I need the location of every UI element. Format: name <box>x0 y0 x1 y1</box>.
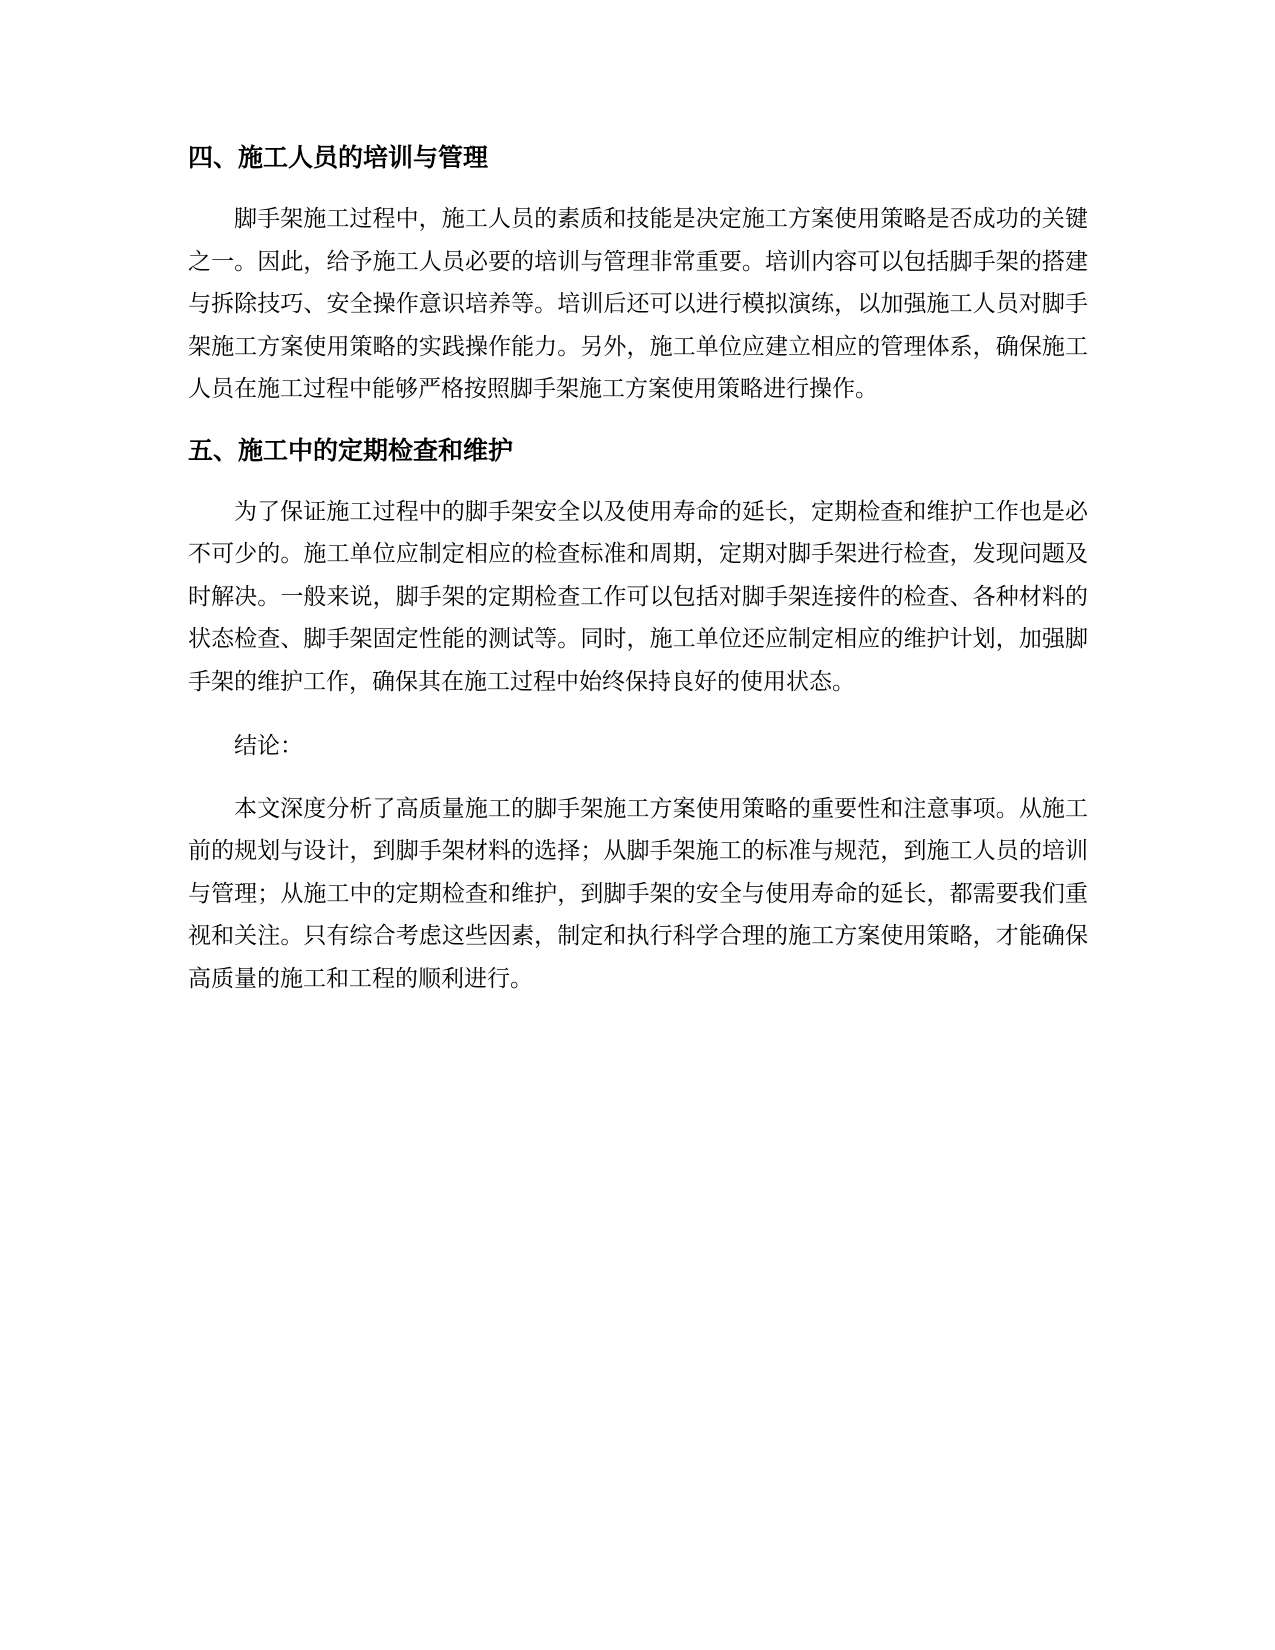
document-page <box>188 140 1088 1022</box>
conclusion-label: 结论： <box>234 733 303 759</box>
section-inspection <box>188 433 1088 704</box>
conclusion-paragraph: 本文深度分析了高质量施工的脚手架施工方案使用策略的重要性和注意事项。从施工前的规划与设计，到脚手架材料的选择；从脚手架施工的标准与规范，到施工人员的培训与管理；从施工中的定期检查和维护，到脚手架的安全与使用寿命的延长，都需要我们重视和关注。只有综合考虑这些因素，制定和执行科学合理的施工方案使用策略，才能确保高质量的施工和工程的顺利进行。 <box>188 795 1088 992</box>
section-conclusion <box>188 725 1088 1000</box>
section-heading: 五、施工中的定期检查和维护 <box>188 435 514 465</box>
section-paragraph: 脚手架施工过程中，施工人员的素质和技能是决定施工方案使用策略是否成功的关键之一。因此，给予施工人员必要的培训与管理非常重要。培训内容可以包括脚手架的搭建与拆除技巧、安全操作意识培养等。培训后还可以进行模拟演练，以加强施工人员对脚手架施工方案使用策略的实践操作能力。另外，施工单位应建立相应的管理体系，确保施工人员在施工过程中能够严格按照脚手架施工方案使用策略进行操作。 <box>188 206 1088 402</box>
section-training <box>188 140 1088 411</box>
section-paragraph: 为了保证施工过程中的脚手架安全以及使用寿命的延长，定期检查和维护工作也是必不可少的。施工单位应制定相应的检查标准和周期，定期对脚手架进行检查，发现问题及时解决。一般来说，脚手架的定期检查工作可以包括对脚手架连接件的检查、各种材料的状态检查、脚手架固定性能的测试等。同时，施工单位还应制定相应的维护计划，加强脚手架的维护工作，确保其在施工过程中始终保持良好的使用状态。 <box>188 498 1088 695</box>
section-heading: 四、施工人员的培训与管理 <box>188 143 489 172</box>
